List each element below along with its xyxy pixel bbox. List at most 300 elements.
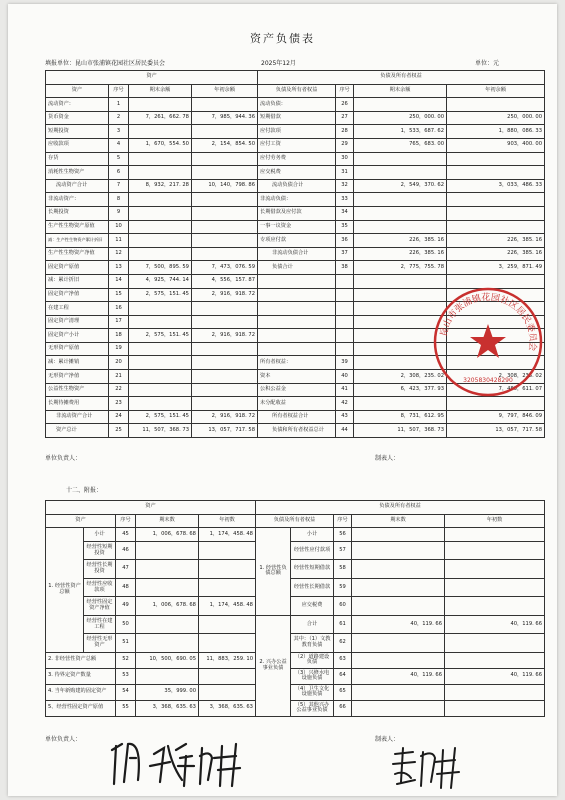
table-cell (336, 329, 354, 343)
table-cell (192, 342, 258, 356)
table-cell: 13 (109, 261, 129, 275)
table-cell: 2，916，918. 72 (192, 410, 258, 424)
group-header-assets: 资产 (46, 501, 256, 515)
table-cell: 226，385. 16 (447, 234, 545, 248)
table-cell: 33 (336, 193, 354, 207)
table-row (46, 668, 545, 684)
table-cell: 59 (334, 578, 352, 597)
table-cell: 43 (336, 410, 354, 424)
table-cell: 8，731，612. 95 (354, 410, 447, 424)
asset-label: 3. 待界定资产数量 (46, 668, 116, 684)
table-cell (192, 247, 258, 261)
asset-label: 短期投资 (46, 125, 109, 139)
table-cell (199, 684, 256, 700)
table-cell: 10，500，690. 05 (136, 652, 199, 668)
table-row (46, 152, 545, 166)
column-header: 序号 (109, 84, 129, 98)
table-cell: 1，533，687. 62 (354, 125, 447, 139)
asset-label: 固定资产清理 (46, 315, 109, 329)
supplement-title: 十二、附报： (66, 487, 103, 494)
column-header: 序号 (116, 514, 136, 528)
liability-label (258, 342, 336, 356)
liability-label: 小计 (291, 528, 334, 542)
table-cell: 40，119. 66 (352, 668, 445, 684)
table-row (46, 652, 545, 668)
liability-label: 应付工资 (258, 138, 336, 152)
currency-unit: 单位：元 (475, 60, 500, 67)
table-cell (192, 206, 258, 220)
table-cell: 3，368，635. 63 (199, 700, 256, 716)
column-header: 负债及所有者权益 (256, 514, 334, 528)
table-cell: 13，057，717. 58 (192, 424, 258, 438)
table-cell (352, 700, 445, 716)
table-cell (445, 541, 545, 560)
table-cell: 1，006，678. 68 (136, 528, 199, 542)
table-cell: 12 (109, 247, 129, 261)
liability-label: （3）兴修水电设施负债 (291, 668, 334, 684)
table-row (46, 111, 545, 125)
table-cell: 17 (109, 315, 129, 329)
table-cell: 2，575，151. 45 (129, 288, 192, 302)
table-cell (129, 234, 192, 248)
table-cell: 45 (116, 528, 136, 542)
table-cell: 2，575，151. 45 (129, 410, 192, 424)
preparer-label-1: 制表人： (375, 455, 400, 462)
table-cell (199, 578, 256, 597)
column-header: 资产 (46, 84, 109, 98)
table-cell (129, 302, 192, 316)
asset-label: 生产性生物资产净值 (46, 247, 109, 261)
group-header-liabilities: 负债及所有者权益 (256, 501, 545, 515)
asset-label: 2. 非经营性资产总额 (46, 652, 116, 668)
leader-signature (102, 736, 252, 791)
table-cell: 14 (109, 274, 129, 288)
asset-label: 经营性固定资产净值 (84, 597, 116, 616)
liability-group-label: 1. 经营性负债总额 (256, 528, 291, 616)
table-cell: 23 (109, 397, 129, 411)
asset-label: 4. 当年新购建的固定资产 (46, 684, 116, 700)
table-cell (336, 302, 354, 316)
asset-label: 小计 (84, 528, 116, 542)
asset-label: 非流动资产合计 (46, 410, 109, 424)
table-cell (354, 166, 447, 180)
table-cell (129, 383, 192, 397)
table-cell (354, 220, 447, 234)
table-cell (336, 274, 354, 288)
table-cell: 903，400. 00 (447, 138, 545, 152)
liability-label: （2）道路建设负债 (291, 652, 334, 668)
table-cell (192, 356, 258, 370)
table-cell: 1，174，458. 48 (199, 528, 256, 542)
reporting-unit: 填报单位：昆山市张浦镇花园社区居民委员会 (45, 60, 166, 67)
table-cell: 4，925，744. 14 (129, 274, 192, 288)
table-cell (336, 288, 354, 302)
table-cell: 6，423，377. 93 (354, 383, 447, 397)
table-row (46, 261, 545, 275)
table-cell (129, 166, 192, 180)
table-cell (192, 98, 258, 112)
table-group-header (46, 71, 545, 85)
table-row (46, 560, 545, 579)
table-cell: 10 (109, 220, 129, 234)
table-cell: 38 (336, 261, 354, 275)
supplement-table (45, 500, 545, 717)
table-cell (136, 541, 199, 560)
liability-label: 流动负债： (258, 98, 336, 112)
report-period: 2025年12月 (261, 60, 296, 67)
table-row (46, 615, 545, 634)
table-cell: 2，154，854. 50 (192, 138, 258, 152)
table-row (46, 578, 545, 597)
asset-label: 货币资金 (46, 111, 109, 125)
table-cell: 36 (336, 234, 354, 248)
table-row (46, 220, 545, 234)
table-column-header (46, 84, 545, 98)
table-row (46, 397, 545, 411)
liability-label: 应付款项 (258, 125, 336, 139)
liability-label: 经营性应付款项 (291, 541, 334, 560)
table-cell: 42 (336, 397, 354, 411)
table-cell: 28 (336, 125, 354, 139)
asset-label: 经营性应收款项 (84, 578, 116, 597)
liability-label: 所有者权益： (258, 356, 336, 370)
liability-label: （5）其他兴办公益事业负债 (291, 700, 334, 716)
table-row (46, 234, 545, 248)
table-cell (192, 315, 258, 329)
liability-label: 专项应付款 (258, 234, 336, 248)
table-row (46, 179, 545, 193)
table-cell: 49 (116, 597, 136, 616)
liability-label: 负债和所有者权益总计 (258, 424, 336, 438)
liability-label: 一事一议资金 (258, 220, 336, 234)
table-cell (354, 152, 447, 166)
table-cell: 6 (109, 166, 129, 180)
liability-label: 应付劳务费 (258, 152, 336, 166)
table-cell: 27 (336, 111, 354, 125)
asset-label: 公益性生物资产 (46, 383, 109, 397)
table-cell (445, 578, 545, 597)
table-cell: 60 (334, 597, 352, 616)
table-row (46, 247, 545, 261)
asset-label: 在建工程 (46, 302, 109, 316)
table-cell (136, 634, 199, 653)
table-cell: 3，033，486. 33 (447, 179, 545, 193)
table-cell: 16 (109, 302, 129, 316)
table-cell: 11，507，368. 73 (129, 424, 192, 438)
table-cell (129, 98, 192, 112)
table-cell: 41 (336, 383, 354, 397)
table-cell (336, 342, 354, 356)
column-header: 年初余额 (192, 84, 258, 98)
table-cell (192, 302, 258, 316)
liability-label: 长期借款及应付款 (258, 206, 336, 220)
table-cell: 57 (334, 541, 352, 560)
table-cell: 26 (336, 98, 354, 112)
table-cell (192, 383, 258, 397)
table-cell: 13，057，717. 58 (447, 424, 545, 438)
table-cell: 40，119. 66 (445, 668, 545, 684)
table-cell (447, 193, 545, 207)
table-row (46, 684, 545, 700)
asset-label: 经营性短期投资 (84, 541, 116, 560)
table-cell: 66 (334, 700, 352, 716)
table-cell: 62 (334, 634, 352, 653)
table-cell: 64 (334, 668, 352, 684)
table-cell (129, 220, 192, 234)
table-cell: 47 (116, 560, 136, 579)
asset-label: 长期待摊费用 (46, 397, 109, 411)
liability-label: 短期借款 (258, 111, 336, 125)
liability-label: 所有者权益合计 (258, 410, 336, 424)
asset-group-label: 1. 经营性资产总额 (46, 528, 84, 653)
table-cell (192, 125, 258, 139)
table-cell (136, 578, 199, 597)
column-header: 年初数 (199, 514, 256, 528)
table-cell (447, 152, 545, 166)
table-cell: 21 (109, 370, 129, 384)
table-cell: 52 (116, 652, 136, 668)
table-cell (352, 684, 445, 700)
table-cell (129, 370, 192, 384)
table-cell: 7，261，662. 78 (129, 111, 192, 125)
table-row (46, 193, 545, 207)
asset-label: 生产性生物资产原值 (46, 220, 109, 234)
table-cell (447, 166, 545, 180)
liability-label: （4）卫生文化设施负债 (291, 684, 334, 700)
liability-label: 负债合计 (258, 261, 336, 275)
table-cell (192, 220, 258, 234)
table-row (46, 424, 545, 438)
table-cell: 2，308，235. 02 (354, 370, 447, 384)
table-cell (354, 98, 447, 112)
liability-label (258, 329, 336, 343)
liability-label (258, 315, 336, 329)
table-cell: 7，473，076. 59 (192, 261, 258, 275)
table-cell (136, 668, 199, 684)
table-cell: 19 (109, 342, 129, 356)
leader-label-2: 单位负责人： (45, 736, 82, 743)
table-cell: 9 (109, 206, 129, 220)
table-cell: 54 (116, 684, 136, 700)
table-cell: 18 (109, 329, 129, 343)
table-cell: 1，174，458. 48 (199, 597, 256, 616)
table-cell (447, 98, 545, 112)
table-cell (136, 615, 199, 634)
table-cell: 55 (116, 700, 136, 716)
table-row (46, 634, 545, 653)
liability-label: 经营性长期借款 (291, 578, 334, 597)
group-header-liabilities: 负债及所有者权益 (258, 71, 545, 85)
table-cell: 31 (336, 166, 354, 180)
asset-label: 固定资产净值 (46, 288, 109, 302)
table-row (46, 138, 545, 152)
table-cell: 2，549，370. 62 (354, 179, 447, 193)
column-header: 年初数 (445, 514, 545, 528)
table-cell: 2，308，235. 02 (447, 370, 545, 384)
table-cell: 11，883，259. 10 (199, 652, 256, 668)
table-cell (129, 206, 192, 220)
table-cell: 20 (109, 356, 129, 370)
liability-label (258, 302, 336, 316)
table-cell (445, 634, 545, 653)
document-page (8, 4, 557, 796)
official-seal (432, 286, 544, 398)
asset-label: 5、经营性固定资产原值 (46, 700, 116, 716)
asset-label: 应收款项 (46, 138, 109, 152)
table-cell (199, 541, 256, 560)
table-cell: 2，575，151. 45 (129, 329, 192, 343)
liability-label: 非流动负债合计 (258, 247, 336, 261)
table-cell (445, 700, 545, 716)
table-cell (199, 615, 256, 634)
table-cell: 22 (109, 383, 129, 397)
asset-label: 减：生产性生物资产累计折旧 (46, 234, 109, 248)
table-cell (129, 315, 192, 329)
table-cell (447, 397, 545, 411)
table-cell: 9，797，846. 09 (447, 410, 545, 424)
table-cell (445, 684, 545, 700)
liability-label: 其中：（1）文教教育负债 (291, 634, 334, 653)
liability-label: 流动负债合计 (258, 179, 336, 193)
table-cell: 4 (109, 138, 129, 152)
table-cell (352, 597, 445, 616)
asset-label: 无形资产净值 (46, 370, 109, 384)
table-cell: 8，932，217. 28 (129, 179, 192, 193)
table-cell (192, 193, 258, 207)
table-cell: 51 (116, 634, 136, 653)
table-cell (192, 397, 258, 411)
table-cell: 5 (109, 152, 129, 166)
table-cell: 7 (109, 179, 129, 193)
table-cell: 226，385. 16 (447, 247, 545, 261)
table-cell: 1，670，554. 50 (129, 138, 192, 152)
table-cell: 2 (109, 111, 129, 125)
table-cell (192, 166, 258, 180)
liability-label (258, 288, 336, 302)
table-cell (354, 397, 447, 411)
table-cell: 3，259，871. 49 (447, 261, 545, 275)
table-cell: 1 (109, 98, 129, 112)
table-cell (447, 220, 545, 234)
table-row (46, 597, 545, 616)
table-cell: 11，507，368. 73 (354, 424, 447, 438)
table-cell: 8 (109, 193, 129, 207)
table-row (46, 514, 545, 528)
table-cell (354, 193, 447, 207)
table-cell: 25 (109, 424, 129, 438)
preparer-signature (389, 742, 469, 790)
table-cell: 40 (336, 370, 354, 384)
table-cell: 40，119. 66 (352, 615, 445, 634)
preparer-label-2: 制表人： (375, 736, 400, 743)
table-cell: 15 (109, 288, 129, 302)
table-cell (352, 578, 445, 597)
liability-label: 应交税费 (291, 597, 334, 616)
table-row (46, 125, 545, 139)
asset-label: 消耗性生物资产 (46, 166, 109, 180)
table-cell: 30 (336, 152, 354, 166)
table-cell: 2，916，918. 72 (192, 288, 258, 302)
asset-label: 资产总计 (46, 424, 109, 438)
table-cell (192, 152, 258, 166)
table-cell: 61 (334, 615, 352, 634)
table-cell: 35 (336, 220, 354, 234)
asset-label: 长期投资 (46, 206, 109, 220)
table-cell: 250，000. 00 (354, 111, 447, 125)
column-header: 期末数 (136, 514, 199, 528)
table-cell: 226，385. 16 (354, 247, 447, 261)
liability-label: 经营性短期借款 (291, 560, 334, 579)
table-cell (445, 560, 545, 579)
table-cell: 7，500，895. 59 (129, 261, 192, 275)
table-cell: 56 (334, 528, 352, 542)
table-cell (445, 597, 545, 616)
table-cell (336, 315, 354, 329)
column-header: 序号 (334, 514, 352, 528)
liability-label: 非流动负债： (258, 193, 336, 207)
table-row (46, 541, 545, 560)
table-cell (129, 397, 192, 411)
asset-label: 流动资产合计 (46, 179, 109, 193)
asset-label: 无形资产原值 (46, 342, 109, 356)
table-cell (136, 560, 199, 579)
table-cell (447, 206, 545, 220)
table-row (46, 501, 545, 515)
table-cell (192, 370, 258, 384)
table-cell: 48 (116, 578, 136, 597)
table-cell: 50 (116, 615, 136, 634)
table-cell (199, 560, 256, 579)
column-header: 年初余额 (447, 84, 545, 98)
table-cell: 1，880，086. 33 (447, 125, 545, 139)
table-cell: 226，385. 16 (354, 234, 447, 248)
table-cell (352, 560, 445, 579)
asset-label: 固定资产原值 (46, 261, 109, 275)
table-cell: 32 (336, 179, 354, 193)
table-cell: 44 (336, 424, 354, 438)
table-cell: 40，119. 66 (445, 615, 545, 634)
document-title: 资产负债表 (250, 32, 315, 45)
table-cell: 35，999. 00 (136, 684, 199, 700)
table-cell: 7，489，611. 07 (447, 383, 545, 397)
table-cell: 46 (116, 541, 136, 560)
table-row (46, 700, 545, 716)
table-cell: 765，683. 00 (354, 138, 447, 152)
liability-label (258, 274, 336, 288)
column-header: 序号 (336, 84, 354, 98)
table-cell: 4，556，157. 87 (192, 274, 258, 288)
leader-label-1: 单位负责人： (45, 455, 82, 462)
table-row (46, 528, 545, 542)
table-cell (199, 634, 256, 653)
liability-label: 公积公益金 (258, 383, 336, 397)
liability-label: 应交税费 (258, 166, 336, 180)
table-cell: 7，985，944. 36 (192, 111, 258, 125)
table-row (46, 166, 545, 180)
column-header: 期末余额 (129, 84, 192, 98)
table-cell (129, 193, 192, 207)
asset-label: 经营性长期投资 (84, 560, 116, 579)
table-cell (129, 125, 192, 139)
table-cell (129, 152, 192, 166)
table-cell (352, 634, 445, 653)
table-cell: 37 (336, 247, 354, 261)
table-cell: 1，006，678. 68 (136, 597, 199, 616)
table-cell: 24 (109, 410, 129, 424)
asset-label: 流动资产： (46, 98, 109, 112)
svg-text:昆山市张浦镇花园社区居民委员会: 昆山市张浦镇花园社区居民委员会 (439, 292, 538, 352)
table-cell: 29 (336, 138, 354, 152)
